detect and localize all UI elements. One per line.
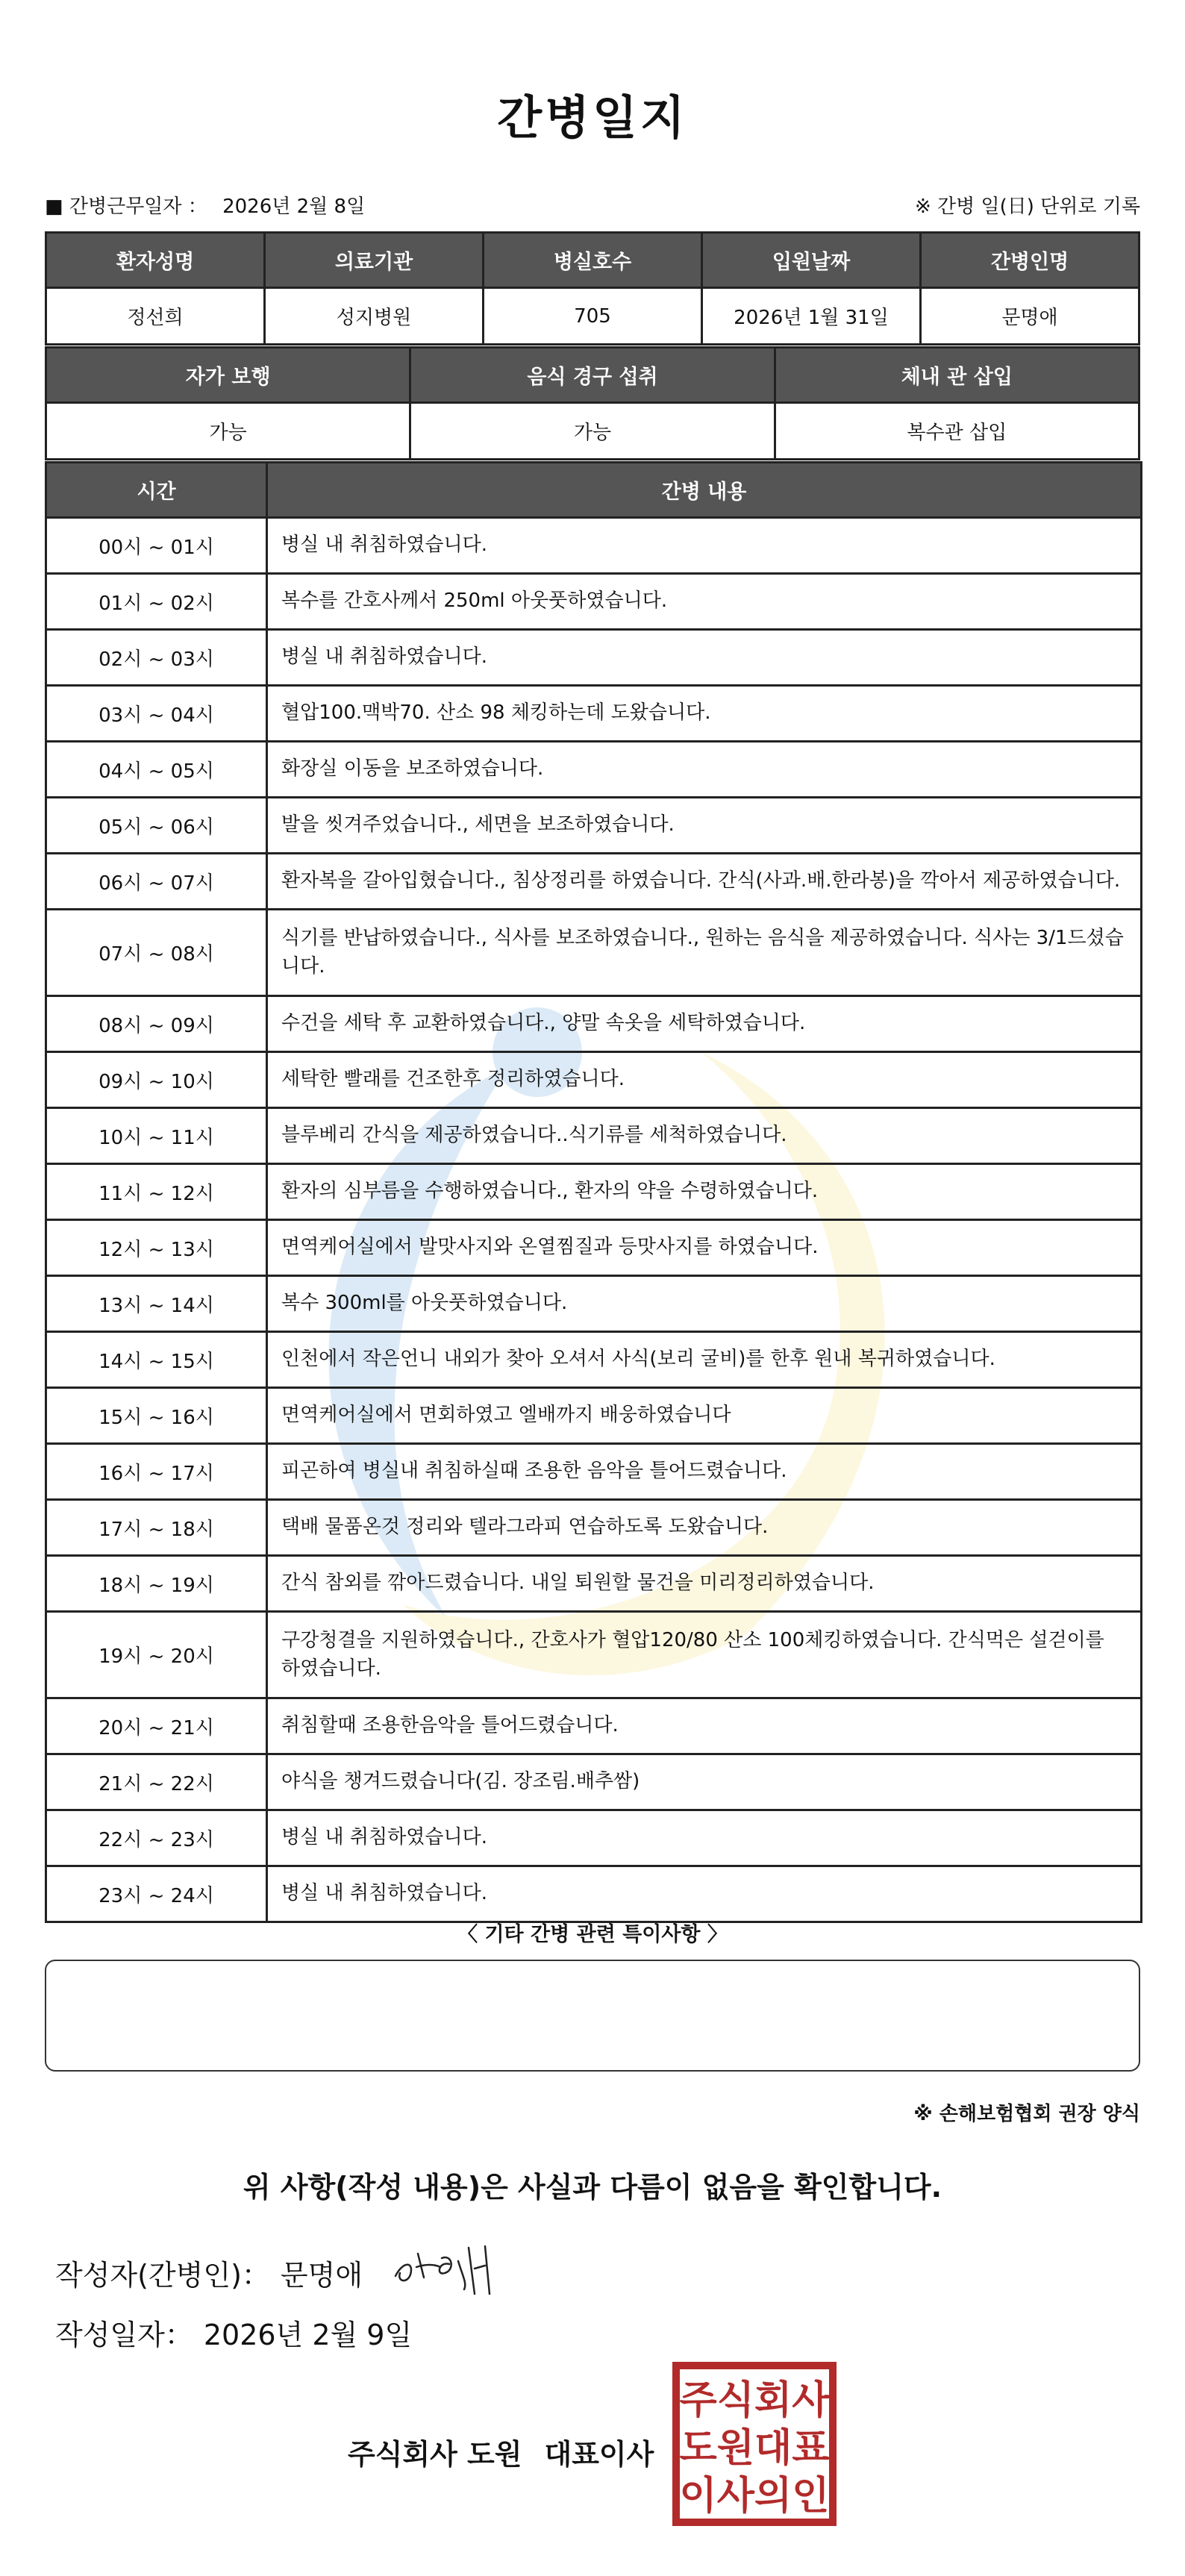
square-bullet-icon: ■ — [45, 196, 69, 218]
log-content: 병실 내 취침하였습니다. — [267, 1866, 1142, 1922]
log-content: 택배 물품온것 정리와 텔라그라피 연습하도록 도왔습니다. — [267, 1500, 1142, 1556]
work-date-label: 간병근무일자 ： — [69, 196, 207, 218]
patient-name: 정선희 — [46, 288, 265, 345]
log-content: 환자복을 갈아입혔습니다., 침상정리를 하였습니다. 간식(사과.배.한라봉)을 깍아서 제공하였습니다. — [267, 854, 1142, 910]
log-row — [46, 1754, 1142, 1810]
caregiver-name: 문명애 — [921, 288, 1139, 345]
log-content: 복수를 간호사께서 250ml 아웃풋하였습니다. — [267, 574, 1142, 630]
work-date — [45, 191, 365, 219]
log-row — [46, 1500, 1142, 1556]
daily-record-note: ※ 간병 일(日) 단위로 기록 — [914, 196, 1140, 218]
log-row — [46, 1866, 1142, 1922]
log-content: 병실 내 취침하였습니다. — [267, 630, 1142, 686]
log-time: 15시 ~ 16시 — [46, 1388, 267, 1444]
written-date-value: 2026년 2월 9일 — [203, 2319, 413, 2351]
patient-info-table — [45, 231, 1140, 346]
meta-row — [45, 191, 1140, 221]
log-time: 05시 ~ 06시 — [46, 798, 267, 854]
log-row — [46, 1698, 1142, 1754]
log-row — [46, 1164, 1142, 1220]
log-content: 인천에서 작은언니 내외가 찾아 오셔서 사식(보리 굴비)를 한후 원내 복귀하였습니다. — [267, 1332, 1142, 1388]
log-content: 간식 참외를 깎아드렸습니다. 내일 퇴원할 물건을 미리정리하였습니다. — [267, 1556, 1142, 1612]
log-content: 식기를 반납하였습니다., 식사를 보조하였습니다., 원하는 음식을 제공하였습니다. 식사는 3/1드셨습니다. — [267, 910, 1142, 996]
log-content: 블루베리 간식을 제공하였습니다..식기류를 세척하였습니다. — [267, 1108, 1142, 1164]
status-info-table — [45, 346, 1140, 460]
written-date-label: 작성일자： — [55, 2319, 193, 2351]
remarks-text — [46, 1961, 1139, 1985]
log-time: 00시 ~ 01시 — [46, 518, 267, 574]
log-row — [46, 742, 1142, 798]
admission-date: 2026년 1월 31일 — [702, 288, 921, 345]
log-time: 21시 ~ 22시 — [46, 1754, 267, 1810]
svg-text:도원대표: 도원대표 — [679, 2426, 830, 2471]
log-time: 22시 ~ 23시 — [46, 1810, 267, 1866]
log-time: 14시 ~ 15시 — [46, 1332, 267, 1388]
log-time: 03시 ~ 04시 — [46, 686, 267, 742]
log-content: 병실 내 취침하였습니다. — [267, 1810, 1142, 1866]
header-patient-name: 환자성명 — [46, 233, 265, 288]
log-time: 06시 ~ 07시 — [46, 854, 267, 910]
header-caregiver: 간병인명 — [921, 233, 1139, 288]
log-content: 면역케어실에서 발맛사지와 온열찜질과 등맛사지를 하였습니다. — [267, 1220, 1142, 1276]
written-date-line — [55, 2312, 412, 2353]
log-content: 화장실 이동을 보조하였습니다. — [267, 742, 1142, 798]
log-row — [46, 686, 1142, 742]
log-time: 09시 ~ 10시 — [46, 1052, 267, 1108]
log-time: 18시 ~ 19시 — [46, 1556, 267, 1612]
log-time: 19시 ~ 20시 — [46, 1612, 267, 1698]
writer-name: 문명애 — [280, 2259, 363, 2292]
log-time: 07시 ~ 08시 — [46, 910, 267, 996]
log-time: 17시 ~ 18시 — [46, 1500, 267, 1556]
log-content: 야식을 챙겨드렸습니다(김. 장조림.배추쌈) — [267, 1754, 1142, 1810]
hospital-name: 성지병원 — [265, 288, 484, 345]
log-row — [46, 1810, 1142, 1866]
log-time: 16시 ~ 17시 — [46, 1444, 267, 1500]
header-walking: 자가 보행 — [46, 348, 410, 403]
handwritten-signature — [381, 2231, 507, 2298]
remarks-title: 〈 기타 간병 관련 특이사항 〉 — [457, 1923, 728, 1946]
log-content: 환자의 심부름을 수행하였습니다., 환자의 약을 수령하였습니다. — [267, 1164, 1142, 1220]
company-seal-stamp — [672, 2361, 837, 2527]
log-row — [46, 1388, 1142, 1444]
header-time: 시간 — [46, 463, 267, 518]
log-time: 11시 ~ 12시 — [46, 1164, 267, 1220]
company-name: 주식회사 도원 — [348, 2438, 522, 2471]
header-hospital: 의료기관 — [265, 233, 484, 288]
recommend-note: ※ 손해보험협회 권장 양식 — [913, 2103, 1140, 2125]
log-row — [46, 996, 1142, 1052]
log-content: 세탁한 빨래를 건조한후 정리하였습니다. — [267, 1052, 1142, 1108]
log-content: 병실 내 취침하였습니다. — [267, 518, 1142, 574]
log-content: 취침할때 조용한음악을 틀어드렸습니다. — [267, 1698, 1142, 1754]
log-time: 02시 ~ 03시 — [46, 630, 267, 686]
care-log-body — [46, 518, 1142, 1922]
log-row — [46, 1332, 1142, 1388]
log-time: 08시 ~ 09시 — [46, 996, 267, 1052]
confirm-statement: 위 사항(작성 내용)은 사실과 다름이 없음을 확인합니다. — [243, 2171, 942, 2204]
log-row — [46, 798, 1142, 854]
log-row — [46, 1612, 1142, 1698]
log-row — [46, 518, 1142, 574]
log-time: 20시 ~ 21시 — [46, 1698, 267, 1754]
svg-text:이사의인: 이사의인 — [679, 2474, 830, 2519]
log-row — [46, 1108, 1142, 1164]
log-content: 구강청결을 지원하였습니다., 간호사가 혈압120/80 산소 100체킹하였습니다. 간식먹은 설걷이를 하였습니다. — [267, 1612, 1142, 1698]
log-content: 수건을 세탁 후 교환하였습니다., 양말 속옷을 세탁하였습니다. — [267, 996, 1142, 1052]
log-row — [46, 630, 1142, 686]
log-content: 발을 씻겨주었습니다., 세면을 보조하였습니다. — [267, 798, 1142, 854]
log-time: 04시 ~ 05시 — [46, 742, 267, 798]
log-time: 01시 ~ 02시 — [46, 574, 267, 630]
header-room: 병실호수 — [484, 233, 702, 288]
log-row — [46, 1052, 1142, 1108]
log-row — [46, 574, 1142, 630]
writer-label: 작성자(간병인)： — [55, 2259, 270, 2292]
log-time: 23시 ~ 24시 — [46, 1866, 267, 1922]
log-row — [46, 854, 1142, 910]
oral-intake-status: 가능 — [410, 403, 775, 460]
log-content: 혈압100.맥박70. 산소 98 체킹하는데 도왔습니다. — [267, 686, 1142, 742]
log-content: 복수 300ml를 아웃풋하였습니다. — [267, 1276, 1142, 1332]
company-line — [348, 2431, 654, 2472]
work-date-value: 2026년 2월 8일 — [222, 196, 366, 218]
header-tube: 체내 관 삽입 — [775, 348, 1139, 403]
tube-status: 복수관 삽입 — [775, 403, 1139, 460]
writer-line — [55, 2252, 363, 2293]
log-content: 면역케어실에서 면회하였고 엘배까지 배웅하였습니다 — [267, 1388, 1142, 1444]
header-oral-intake: 음식 경구 섭취 — [410, 348, 775, 403]
log-time: 13시 ~ 14시 — [46, 1276, 267, 1332]
svg-text:주식회사: 주식회사 — [679, 2378, 830, 2423]
care-log-table — [45, 461, 1142, 1923]
log-row — [46, 1556, 1142, 1612]
log-row — [46, 1276, 1142, 1332]
walking-status: 가능 — [46, 403, 410, 460]
company-role: 대표이사 — [544, 2438, 654, 2471]
room-number: 705 — [484, 288, 702, 345]
log-time: 12시 ~ 13시 — [46, 1220, 267, 1276]
remarks-box — [45, 1960, 1140, 2072]
header-care-content: 간병 내용 — [267, 463, 1142, 518]
log-row — [46, 1444, 1142, 1500]
log-content: 피곤하여 병실내 취침하실때 조용한 음악을 틀어드렸습니다. — [267, 1444, 1142, 1500]
log-time: 10시 ~ 11시 — [46, 1108, 267, 1164]
header-admission-date: 입원날짜 — [702, 233, 921, 288]
page-title: 간병일지 — [497, 90, 688, 145]
log-row — [46, 910, 1142, 996]
log-row — [46, 1220, 1142, 1276]
